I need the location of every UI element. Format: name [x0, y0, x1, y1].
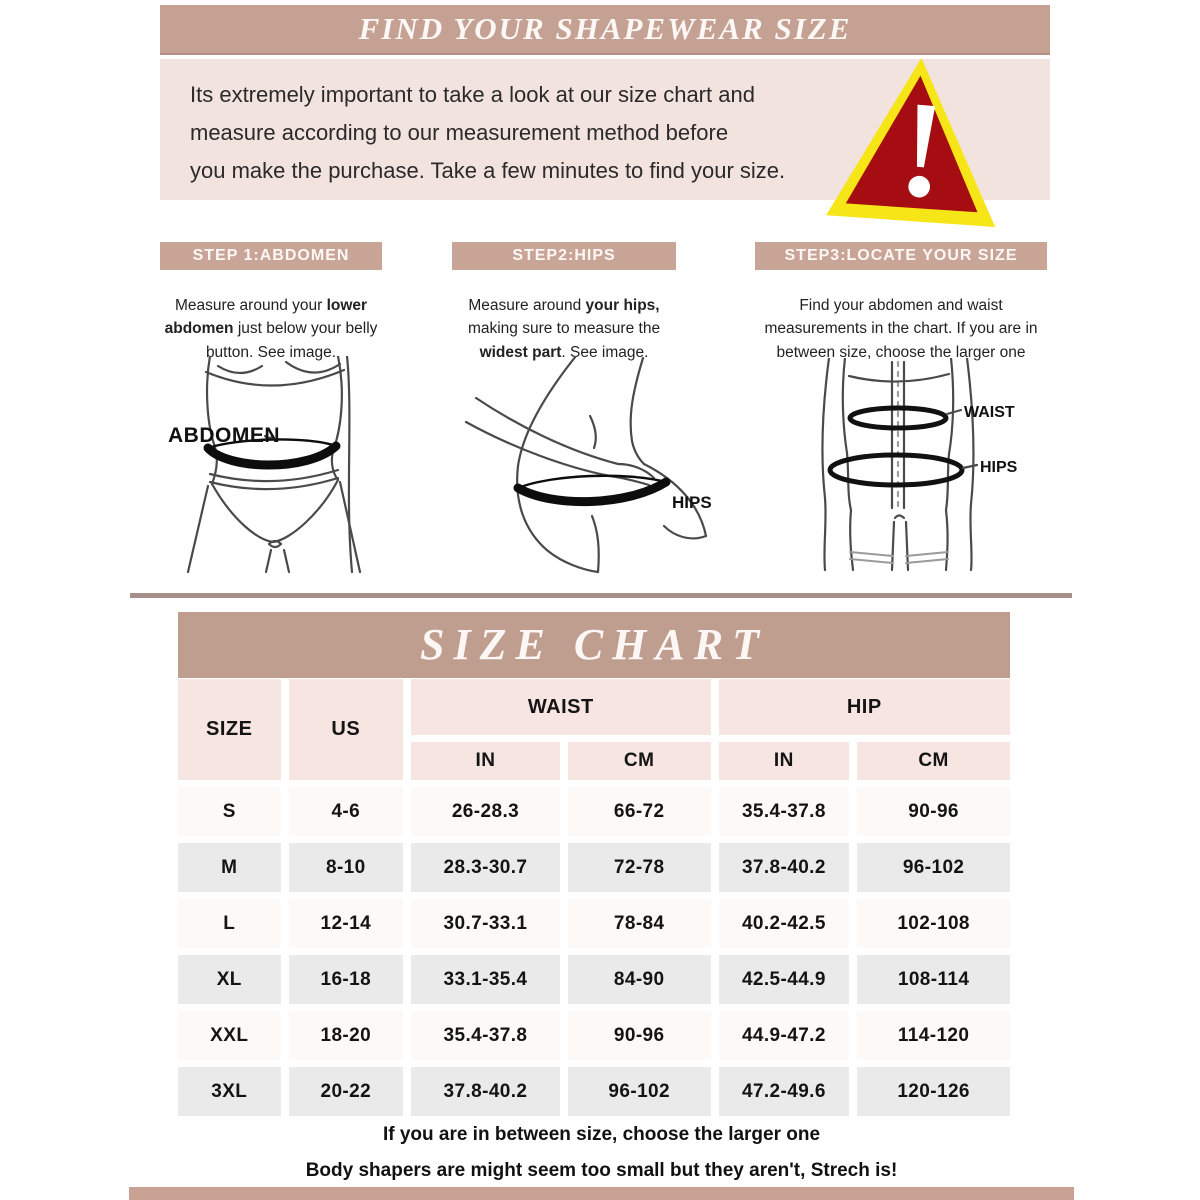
abdomen-illustration [148, 356, 463, 574]
intro-text [190, 76, 785, 190]
intro-line-1: Its extremely important to take a look at our size chart and [190, 82, 755, 107]
table-row-3xl: 3XL 20-22 37.8-40.2 96-102 47.2-49.6 120-126 [178, 1067, 1010, 1116]
hips-illustration [448, 356, 768, 574]
size-chart-title: SIZE CHART [178, 612, 1010, 678]
col-header-waist-cm: CM [568, 742, 711, 780]
table-row-l: L 12-14 30.7-33.1 78-84 40.2-42.5 102-108 [178, 899, 1010, 948]
step2-text: Measure around your hips, making sure to measure the widest part. See image. [467, 296, 661, 361]
bottom-bar [129, 1187, 1074, 1200]
col-header-size: SIZE [178, 679, 281, 780]
table-row-xl: XL 16-18 33.1-35.4 84-90 42.5-44.9 108-114 [178, 955, 1010, 1004]
abdomen-label: ABDOMEN [168, 424, 280, 447]
size-chart-table [170, 672, 1018, 1123]
col-header-waist: WAIST [411, 679, 710, 735]
col-header-hip: HIP [719, 679, 1010, 735]
page-title: FIND YOUR SHAPEWEAR SIZE [160, 5, 1050, 55]
footer-note-2: Body shapers are might seem too small but they aren't, Strech is! [305, 1160, 898, 1181]
step1-header: STEP 1:ABDOMEN [160, 242, 382, 270]
footer-note-1: If you are in between size, choose the larger one [382, 1124, 821, 1145]
warning-icon [822, 56, 1017, 228]
step3-text: Find your abdomen and waist measurements in the chart. If you are in between size, choose the larger one [764, 296, 1038, 361]
hips-label: HIPS [672, 493, 712, 512]
hips-label-2: HIPS [980, 459, 1018, 476]
col-header-us: US [289, 679, 404, 780]
col-header-hip-cm: CM [857, 742, 1010, 780]
step1-text: Measure around your lower abdomen just below your belly button. See image. [164, 296, 378, 361]
section-divider [130, 593, 1072, 598]
table-row-xxl: XXL 18-20 35.4-37.8 90-96 44.9-47.2 114-120 [178, 1011, 1010, 1060]
step2-header: STEP2:HIPS [452, 242, 676, 270]
intro-line-3: you make the purchase. Take a few minutes to find your size. [190, 158, 786, 183]
locate-size-illustration [765, 358, 1065, 573]
table-row-s: S 4-6 26-28.3 66-72 35.4-37.8 90-96 [178, 787, 1010, 836]
col-header-hip-in: IN [719, 742, 850, 780]
col-header-waist-in: IN [411, 742, 560, 780]
table-row-m: M 8-10 28.3-30.7 72-78 37.8-40.2 96-102 [178, 843, 1010, 892]
waist-label: WAIST [964, 404, 1015, 421]
step3-header: STEP3:LOCATE YOUR SIZE [755, 242, 1047, 270]
intro-line-2: measure according to our measurement method before [190, 120, 729, 145]
